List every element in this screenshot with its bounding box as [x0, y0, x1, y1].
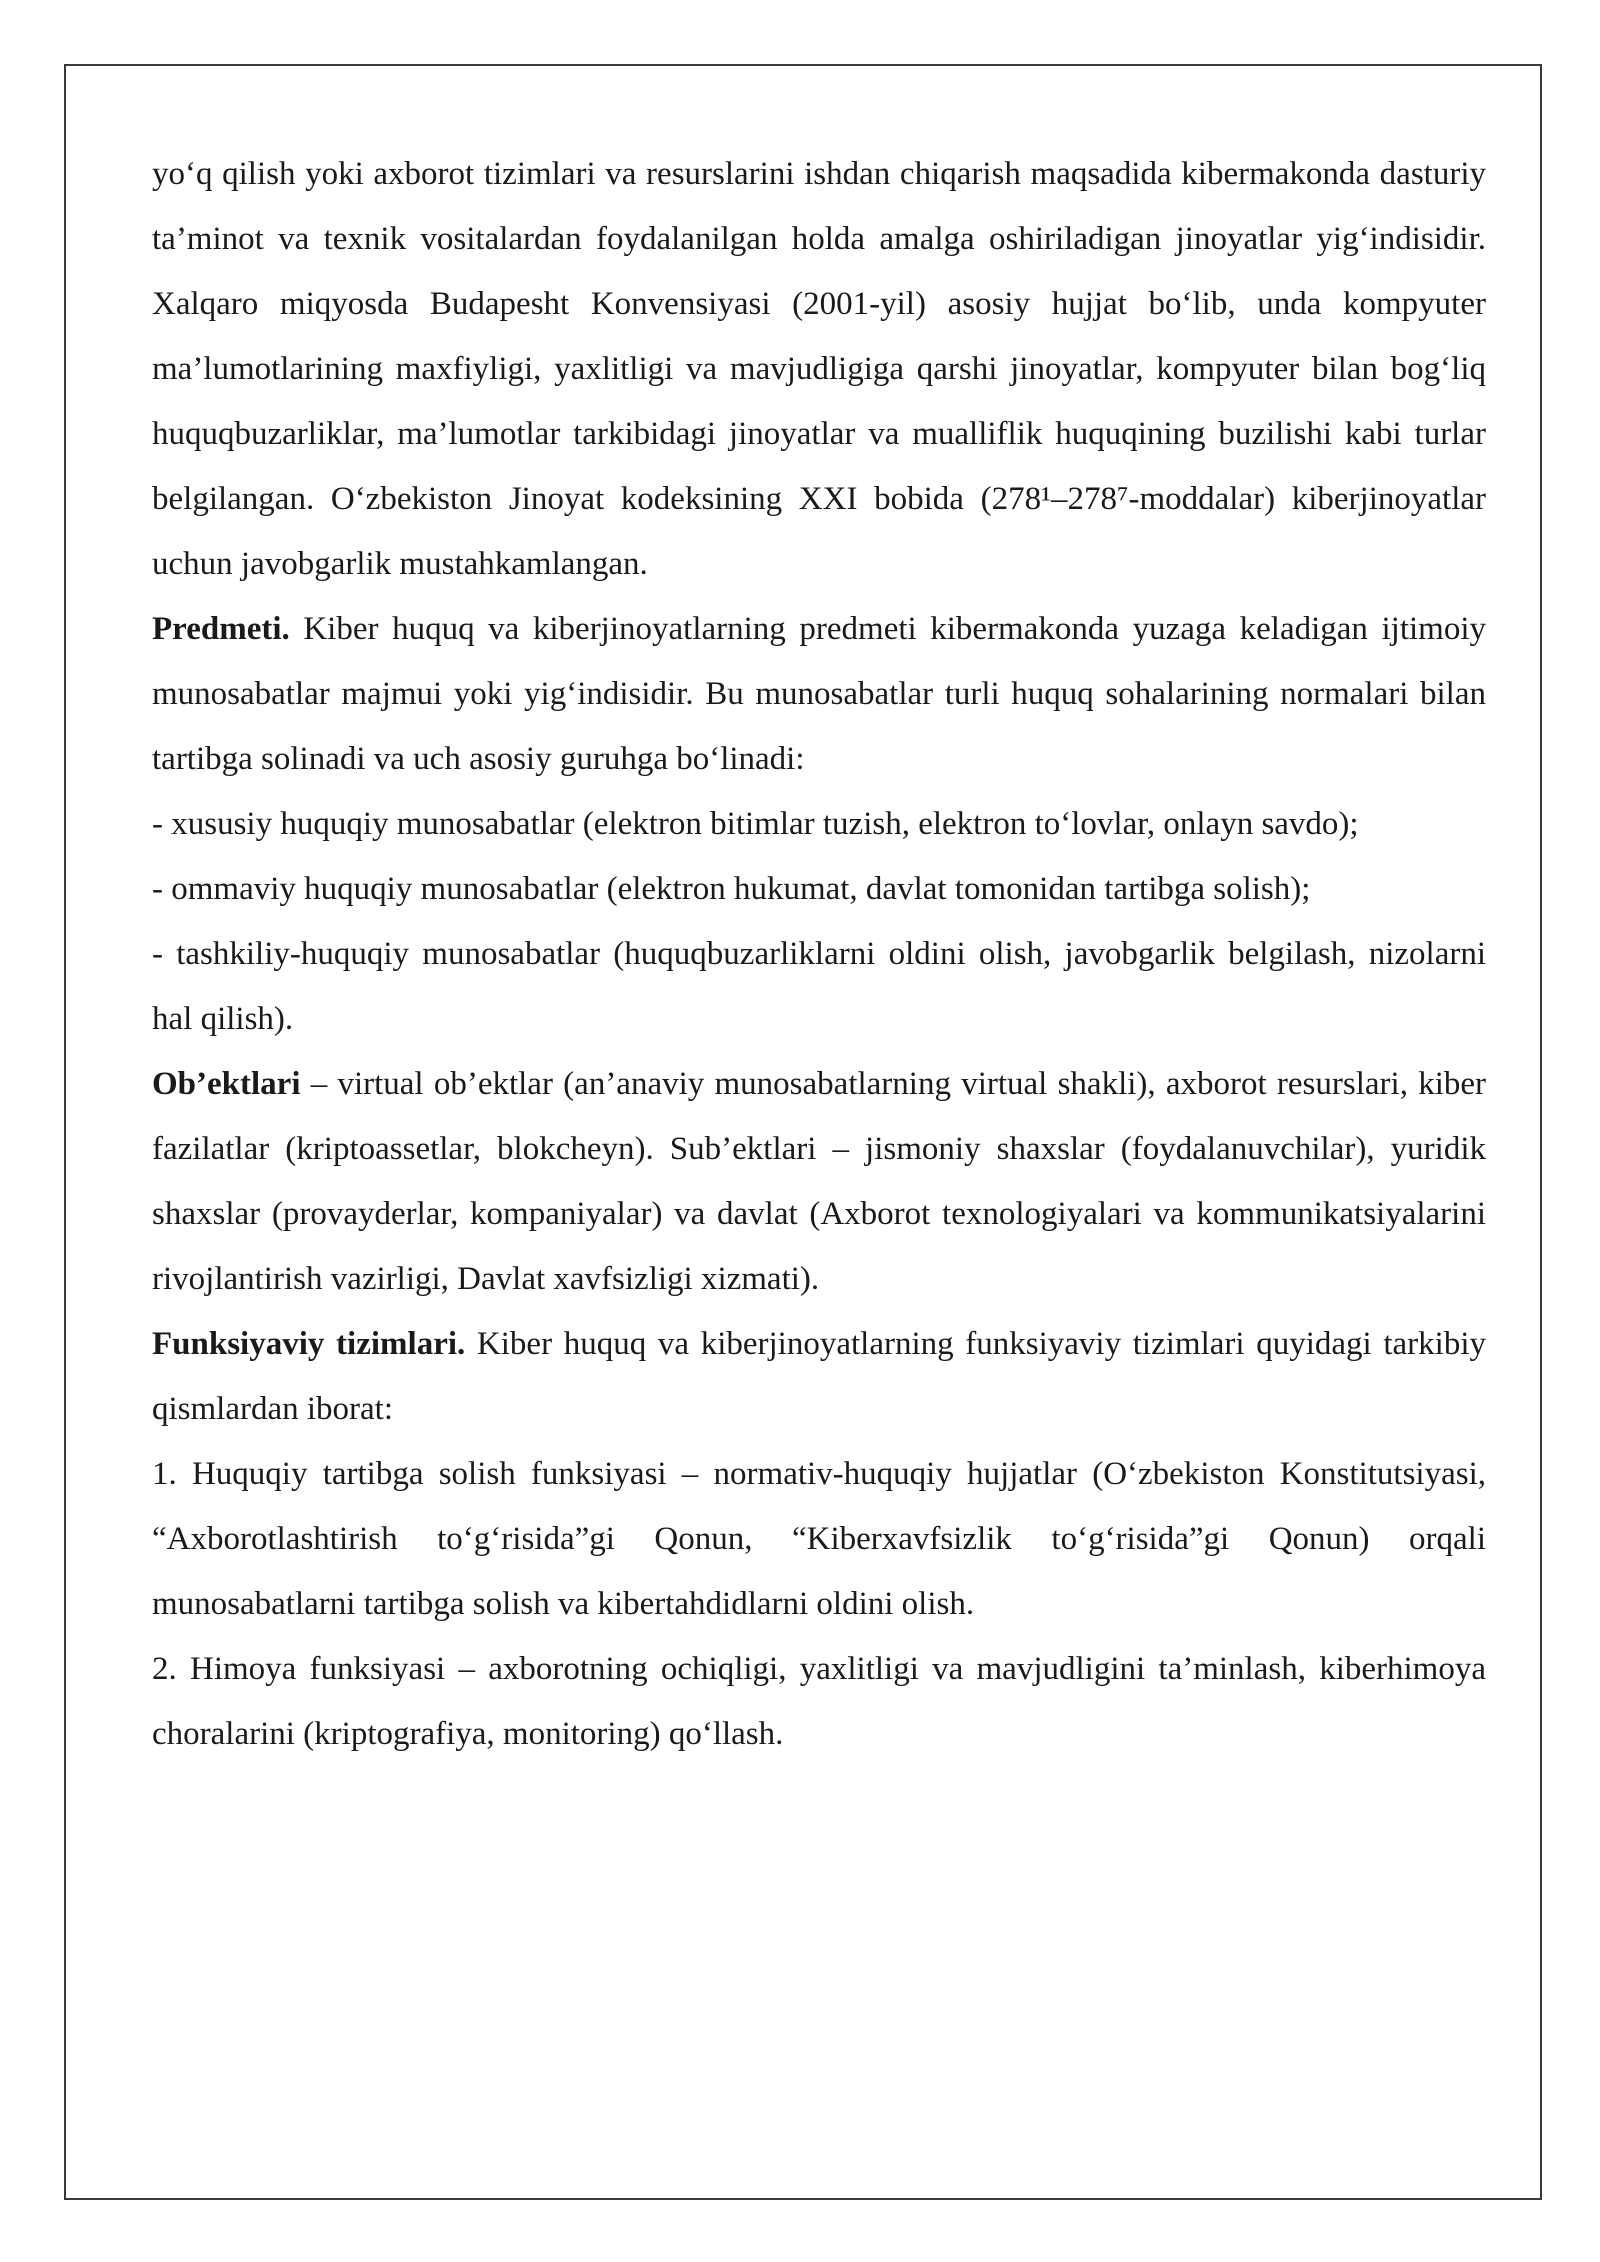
- document-body: [152, 142, 1486, 1767]
- paragraph-lead-heading: Ob’ektlari: [152, 1066, 301, 1102]
- list-item-organizational-relations: [152, 922, 1486, 1052]
- list-item-public-relations: [152, 857, 1486, 922]
- paragraph-obektlari: [152, 1052, 1486, 1312]
- list-item-text: - tashkiliy-huquqiy munosabatlar (huquqbuzarliklarni oldini olish, javobgarlik belgilash, nizolarni hal qilish).: [152, 936, 1486, 1037]
- list-item-private-relations: [152, 792, 1486, 857]
- paragraph-text: Kiber huquq va kiberjinoyatlarning predmeti kibermakonda yuzaga keladigan ijtimoiy munosabatlar majmui yoki yig‘indisidir. Bu munosabatlar turli huquq sohalarining normalari bilan tartibga solinadi va uch asosiy guruhga bo‘linadi:: [152, 611, 1486, 777]
- paragraph-lead-heading: Funksiyaviy tizimlari.: [152, 1326, 466, 1362]
- numbered-item-text: 1. Huquqiy tartibga solish funksiyasi – normativ-huquqiy hujjatlar (O‘zbekiston Konstitutsiyasi, “Axborotlashtirish to‘g‘risida”gi Qonun, “Kiberxavfsizlik to‘g‘risida”gi Qonun) orqali munosabatlarni tartibga solish va kibertahdidlarni oldini olish.: [152, 1456, 1486, 1622]
- paragraph-funksiyaviy-tizimlari: [152, 1312, 1486, 1442]
- numbered-item-legal-regulation: [152, 1442, 1486, 1637]
- paragraph-text: yo‘q qilish yoki axborot tizimlari va resurslarini ishdan chiqarish maqsadida kibermakonda dasturiy ta’minot va texnik vositalardan foydalanilgan holda amalga oshiriladigan jinoyatlar yig‘indisidir. Xalqaro miqyosda Budapesht Konvensiyasi (2001-yil) asosiy hujjat bo‘lib, unda kompyuter ma’lumotlarining maxfiyligi, yaxlitligi va mavjudligiga qarshi jinoyatlar, kompyuter bilan bog‘liq huquqbuzarliklar, ma’lumotlar tarkibidagi jinoyatlar va mualliflik huquqining buzilishi kabi turlar belgilangan. O‘zbekiston Jinoyat kodeksining XXI bobida (278¹–278⁷-moddalar) kiberjinoyatlar uchun javobgarlik mustahkamlangan.: [152, 156, 1486, 582]
- numbered-item-protection: [152, 1637, 1486, 1767]
- list-item-text: - xususiy huquqiy munosabatlar (elektron bitimlar tuzish, elektron to‘lovlar, onlayn savdo);: [152, 806, 1359, 842]
- numbered-item-text: 2. Himoya funksiyasi – axborotning ochiqligi, yaxlitligi va mavjudligini ta’minlash, kiberhimoya choralarini (kriptografiya, monitoring) qo‘llash.: [152, 1651, 1486, 1752]
- paragraph-text: Kiber huquq va kiberjinoyatlarning funksiyaviy tizimlari quyidagi tarkibiy qismlardan iborat:: [152, 1326, 1487, 1427]
- paragraph-lead-heading: Predmeti.: [152, 611, 290, 647]
- list-item-text: - ommaviy huquqiy munosabatlar (elektron hukumat, davlat tomonidan tartibga solish);: [152, 871, 1311, 907]
- paragraph-intro-continuation: [152, 142, 1486, 597]
- paragraph-text: – virtual ob’ektlar (an’anaviy munosabatlarning virtual shakli), axborot resurslari, kiber fazilatlar (kriptoassetlar, blokcheyn). Sub’ektlari – jismoniy shaxslar (foydalanuvchilar), yuridik shaxslar (provayderlar, kompaniyalar) va davlat (Axborot texnologiyalari va kommunikatsiyalarini rivojlantirish vazirligi, Davlat xavfsizligi xizmati).: [152, 1066, 1486, 1297]
- paragraph-predmeti: [152, 597, 1486, 792]
